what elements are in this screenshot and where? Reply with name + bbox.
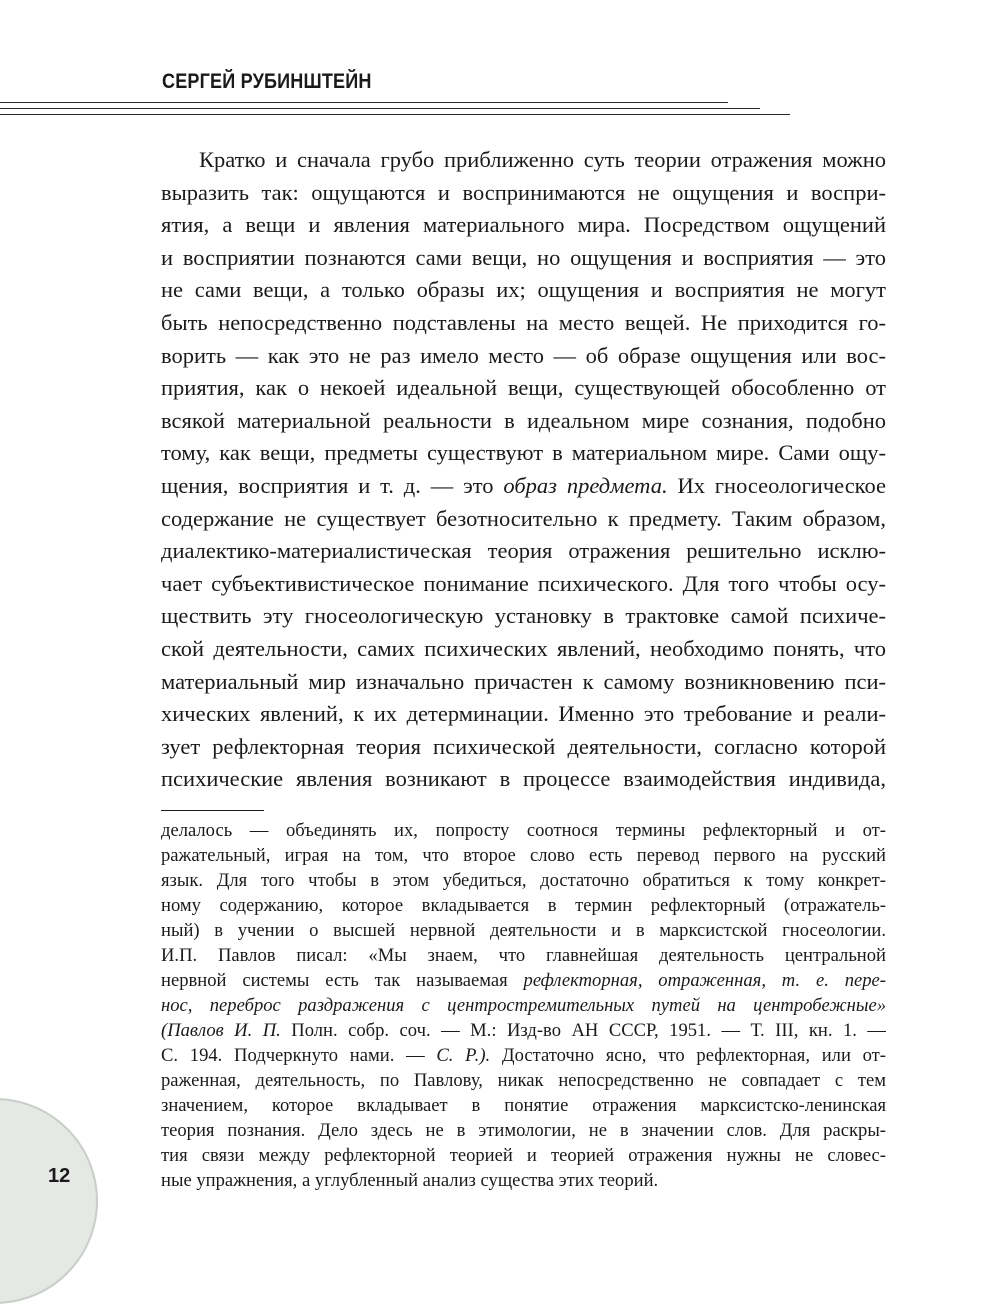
- body-line: зует рефлекторная теория психической деятельности, согласно которой: [161, 733, 886, 759]
- page-number-circle: [0, 1098, 98, 1304]
- footnote-line-italic: [161, 993, 886, 1018]
- footnote-line-with-emphasis: [161, 1018, 886, 1043]
- body-line-with-emphasis: [161, 470, 886, 503]
- header-rule-3: [0, 114, 790, 115]
- footnote-line-with-emphasis: [161, 1043, 886, 1068]
- body-line: ворить — как это не раз имело место — об образе ощущения или вос-: [161, 342, 886, 368]
- running-head-title: СЕРГЕЙ РУБИНШТЕЙН: [162, 70, 372, 93]
- emphasis-text: нос, переброс раздражения с центростремительных путей на центробежные»: [161, 995, 886, 1016]
- footnote-line: И.П. Павлов писал: «Мы знаем, что главнейшая деятельность центральной: [161, 945, 886, 966]
- body-line: выразить так: ощущаются и воспринимаются не ощущения и воспри-: [161, 179, 886, 205]
- body-line-part: Их гносеологическое: [667, 472, 886, 498]
- emphasis-text: образ предмета.: [503, 472, 668, 498]
- body-line: материальный мир изначально причастен к самому возникновению пси-: [161, 668, 886, 694]
- footnote-line: ражательный, играя на том, что второе слово есть перевод первого на русский: [161, 845, 886, 866]
- body-line: ской деятельности, самих психических явлений, необходимо понять, что: [161, 635, 886, 661]
- body-line: чает субъективистическое понимание психического. Для того чтобы осу-: [161, 570, 886, 596]
- body-line: ятия, а вещи и явления материального мира. Посредством ощущений: [161, 212, 886, 238]
- footnote-line: раженная, деятельность, по Павлову, никак непосредственно не совпадает с тем: [161, 1070, 886, 1091]
- footnote-line-part: С. 194. Подчеркнуто нами. —: [161, 1045, 437, 1066]
- footnote-line: ному содержанию, которое вкладывается в термин рефлекторный (отражатель-: [161, 895, 886, 916]
- footnote-line: ный) в учении о высшей нервной деятельности и в марксистской гносеологии.: [161, 920, 886, 941]
- footnote-line: ные упражнения, а углубленный анализ существа этих теорий.: [161, 1170, 659, 1191]
- footnote-line: язык. Для того чтобы в этом убедиться, достаточно обратиться к тому конкрет-: [161, 870, 886, 891]
- emphasis-text: С. Р.).: [436, 1045, 491, 1066]
- body-line: всякой материальной реальности в идеальном мире сознания, подобно: [161, 407, 886, 433]
- main-body-text: [161, 144, 886, 796]
- body-line: и восприятии познаются сами вещи, но ощущения и восприятия — это: [161, 244, 886, 270]
- body-line: Кратко и сначала грубо приближенно суть теории отражения можно: [199, 147, 886, 172]
- footnote-line-part: Полн. собр. соч. — М.: Изд-во АН СССР, 1951. — Т. III, кн. 1. —: [280, 1020, 886, 1041]
- footnote-line: тия связи между рефлекторной теорией и теорией отражения нужны не словес-: [161, 1145, 886, 1166]
- footnote-line-with-emphasis: [161, 968, 886, 993]
- header-rule-1: [0, 102, 728, 103]
- footnote-text: [161, 818, 886, 1193]
- body-line: хических явлений, к их детерминации. Именно это требование и реали-: [161, 701, 886, 727]
- footnote-line: значением, которое вкладывает в понятие отражения марксистско-ленинская: [161, 1095, 886, 1116]
- body-line: быть непосредственно подставлены на место вещей. Не приходится го-: [161, 309, 886, 335]
- footnote-separator: [161, 810, 264, 811]
- body-line: тому, как вещи, предметы существуют в материальном мире. Сами ощу-: [161, 440, 886, 466]
- footnote-line-part: Достаточно ясно, что рефлекторная, или от-: [490, 1045, 886, 1066]
- emphasis-text: рефлекторная, отраженная, т. е. пере-: [523, 970, 886, 991]
- header-rule-2: [0, 108, 760, 109]
- emphasis-text: (Павлов И. П.: [161, 1020, 281, 1041]
- footnote-line: делалось — объединять их, попросту соотнося термины рефлекторный и от-: [161, 820, 886, 841]
- body-line: ществить эту гносеологическую установку в трактовке самой психиче-: [161, 603, 886, 629]
- body-line: не сами вещи, а только образы их; ощущения и восприятия не могут: [161, 277, 886, 303]
- body-line: диалектико-материалистическая теория отражения решительно исклю-: [161, 538, 886, 564]
- footnote-line-part: нервной системы есть так называемая: [161, 970, 524, 991]
- page-number: 12: [48, 1165, 71, 1187]
- footnote-line: теория познания. Дело здесь не в этимологии, не в значении слов. Для раскры-: [161, 1120, 886, 1141]
- body-line: приятия, как о некоей идеальной вещи, существующей обособленно от: [161, 375, 886, 401]
- body-line: психические явления возникают в процессе взаимодействия индивида,: [161, 766, 886, 792]
- body-line-part: щения, восприятия и т. д. — это: [161, 472, 504, 498]
- body-line: содержание не существует безотносительно к предмету. Таким образом,: [161, 505, 886, 531]
